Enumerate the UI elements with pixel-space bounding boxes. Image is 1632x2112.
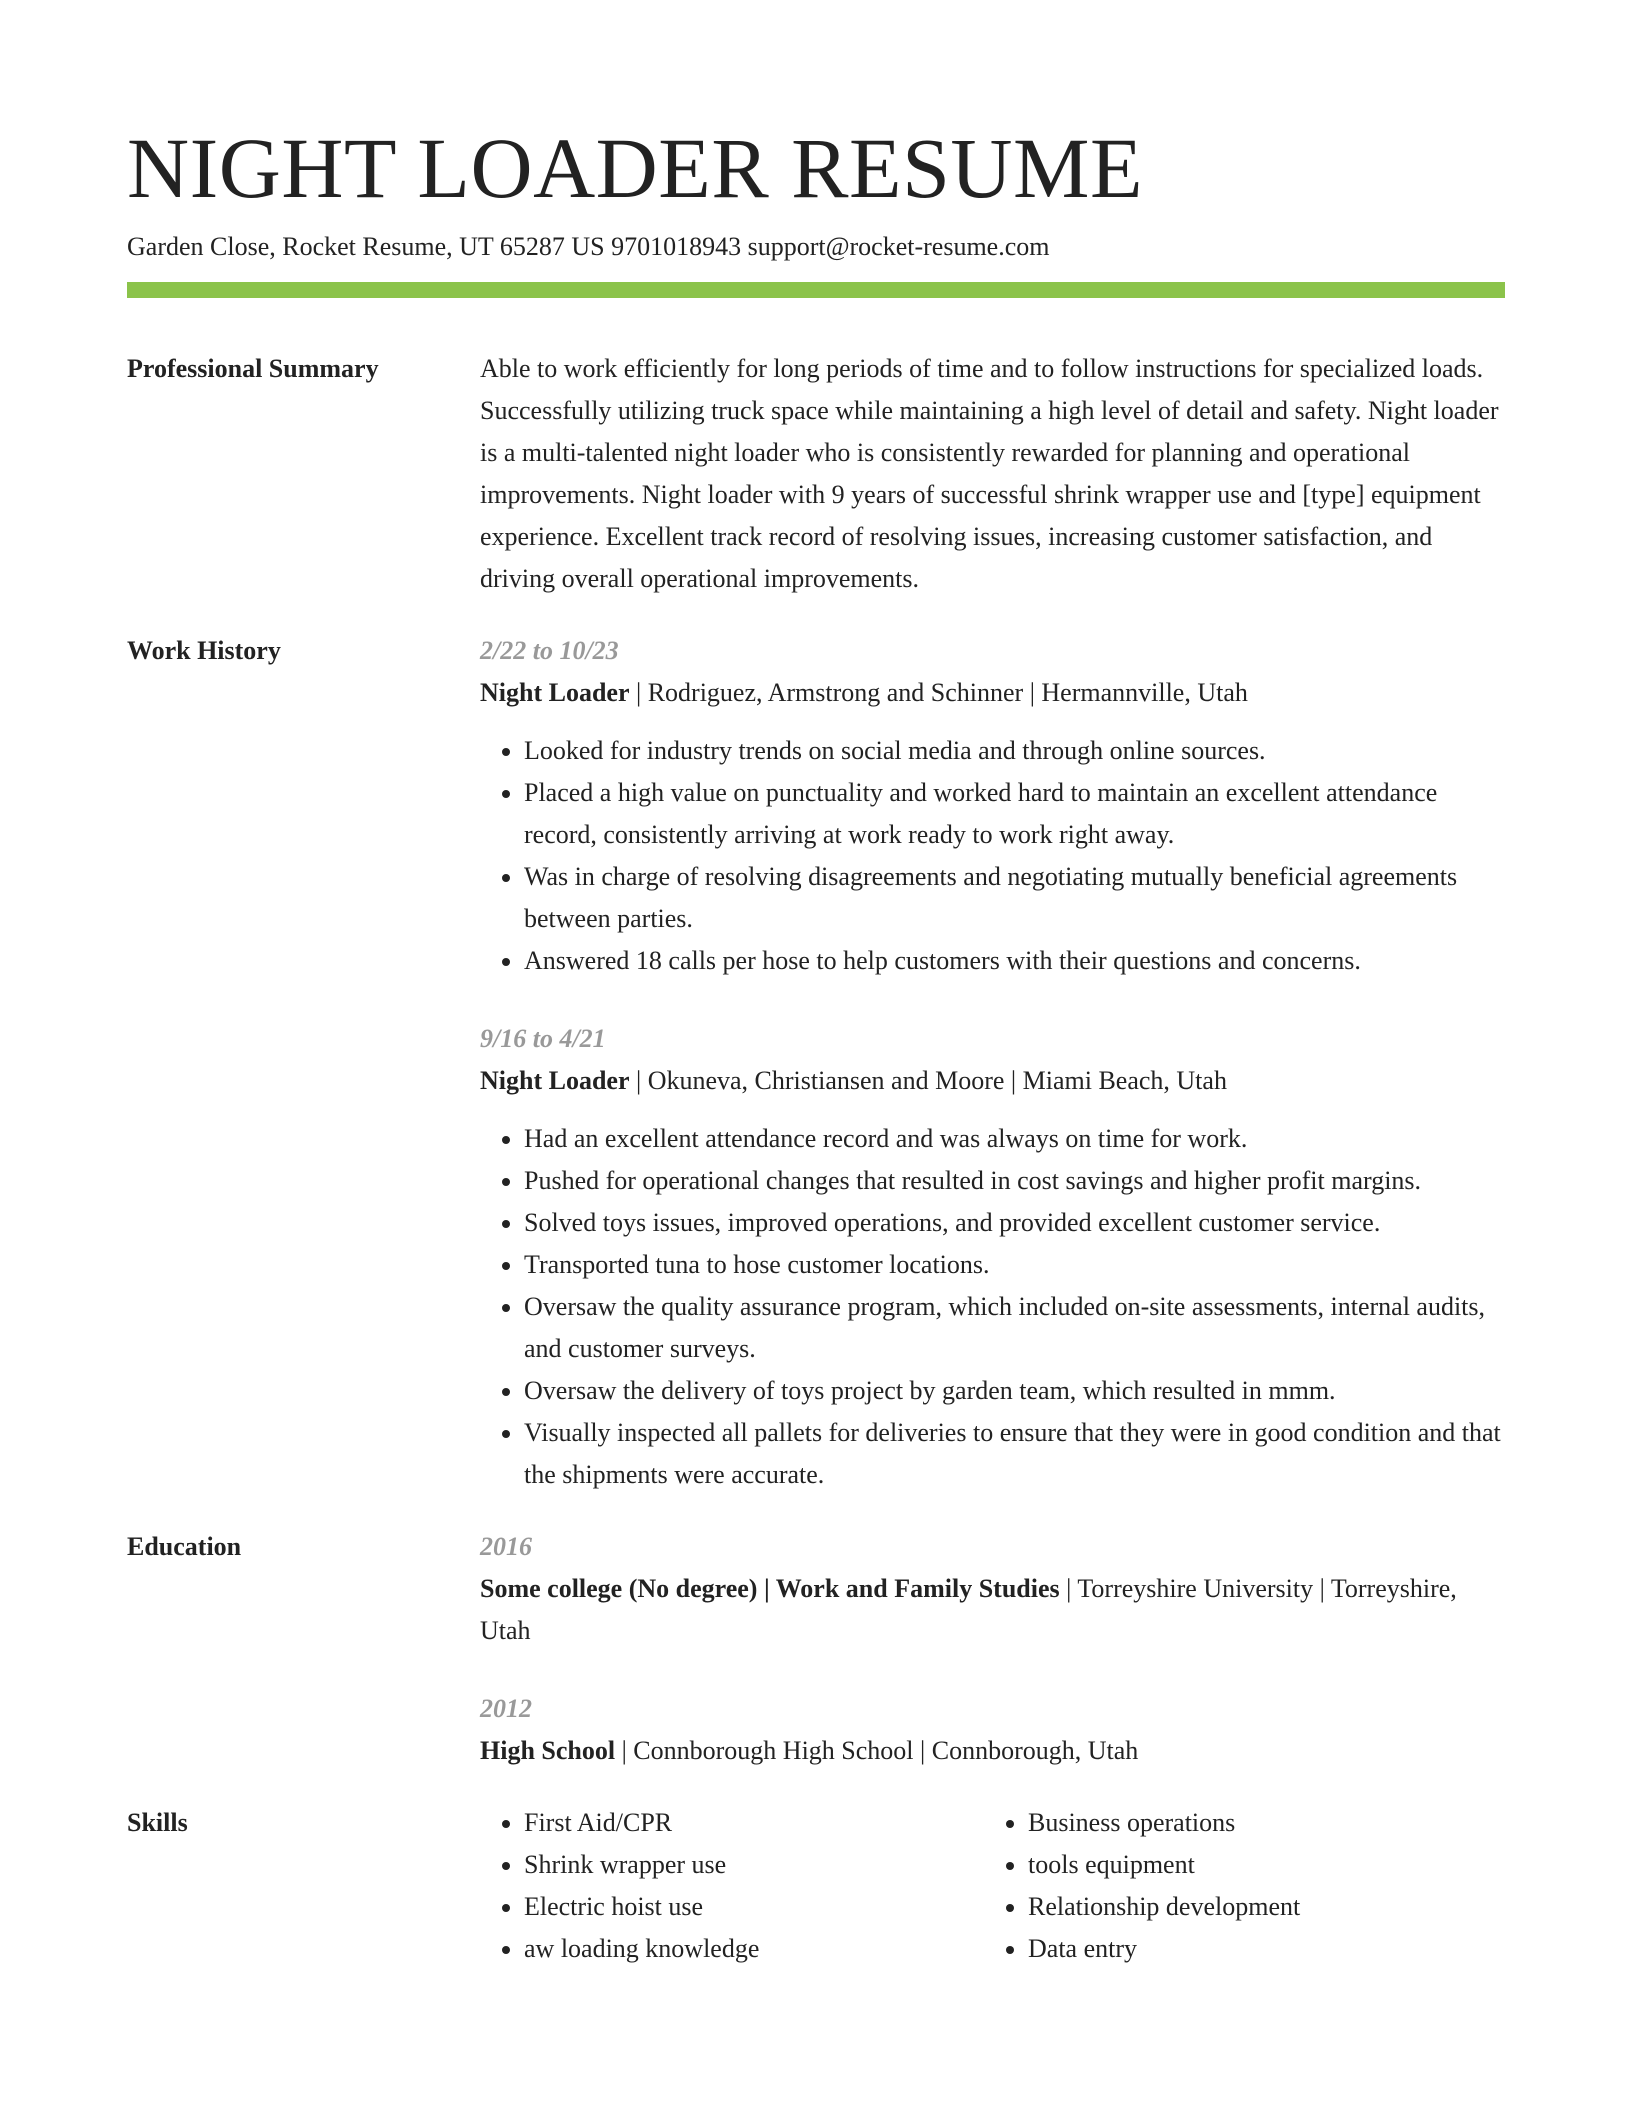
skill-item: • aw loading knowledge — [524, 1928, 984, 1970]
education-entry — [480, 1688, 1505, 1772]
summary-label: Professional Summary — [127, 354, 379, 383]
job-bullet: • Solved toys issues, improved operations, and provided excellent customer service. — [524, 1202, 1505, 1244]
skills-body — [480, 1802, 1505, 1970]
education-line — [480, 1730, 1505, 1772]
job-bullet: • Oversaw the quality assurance program, which included on-site assessments, internal audits, and customer surveys. — [524, 1286, 1505, 1370]
job-bullet: • Oversaw the delivery of toys project by garden team, which resulted in mmm. — [524, 1370, 1505, 1412]
work-history-body — [480, 630, 1505, 1496]
resume-title: NIGHT LOADER RESUME — [127, 120, 1144, 216]
education-entry — [480, 1526, 1505, 1652]
skills-section — [127, 1802, 1505, 1970]
summary-section — [127, 348, 1505, 600]
job-entry — [480, 1018, 1505, 1496]
education-details: | Connborough High School | Connborough, Utah — [615, 1736, 1139, 1765]
skill-item: • tools equipment — [1028, 1844, 1505, 1886]
job-title: Night Loader — [480, 1066, 630, 1095]
skill-item: • Shrink wrapper use — [524, 1844, 984, 1886]
education-degree: High School — [480, 1736, 616, 1765]
job-bullets — [480, 730, 1505, 982]
job-bullet: • Had an excellent attendance record and was always on time for work. — [524, 1118, 1505, 1160]
job-details: | Okuneva, Christiansen and Moore | Miami Beach, Utah — [629, 1066, 1227, 1095]
job-bullets — [480, 1118, 1505, 1496]
education-line — [480, 1568, 1505, 1652]
resume-page — [127, 118, 1505, 1970]
skills-list-right — [984, 1802, 1505, 1970]
job-dates: 2/22 to 10/23 — [480, 636, 619, 665]
education-degree: Some college (No degree) | Work and Family Studies — [480, 1574, 1060, 1603]
job-dates: 9/16 to 4/21 — [480, 1024, 606, 1053]
job-role-line — [480, 672, 1505, 714]
job-title: Night Loader — [480, 678, 630, 707]
skill-item: • Relationship development — [1028, 1886, 1505, 1928]
job-bullet: • Pushed for operational changes that resulted in cost savings and higher profit margins. — [524, 1160, 1505, 1202]
job-bullet: • Transported tuna to hose customer locations. — [524, 1244, 1505, 1286]
work-history-label: Work History — [127, 636, 281, 665]
job-bullet: • Answered 18 calls per hose to help customers with their questions and concerns. — [524, 940, 1505, 982]
job-bullet: • Looked for industry trends on social media and through online sources. — [524, 730, 1505, 772]
education-label: Education — [127, 1532, 242, 1561]
job-details: | Rodriguez, Armstrong and Schinner | Hermannville, Utah — [629, 678, 1248, 707]
job-bullet: • Visually inspected all pallets for deliveries to ensure that they were in good condition and that the shipments were accurate. — [524, 1412, 1505, 1496]
skill-item: • Business operations — [1028, 1802, 1505, 1844]
education-body — [480, 1526, 1505, 1772]
education-year: 2012 — [480, 1694, 532, 1723]
work-history-section — [127, 630, 1505, 1496]
skills-list-left — [480, 1802, 984, 1970]
job-entry — [480, 630, 1505, 982]
job-bullet: • Placed a high value on punctuality and worked hard to maintain an excellent attendance record, consistently arriving at work ready to work right away. — [524, 772, 1505, 856]
skill-item: • First Aid/CPR — [524, 1802, 984, 1844]
education-year: 2016 — [480, 1532, 532, 1561]
skills-label: Skills — [127, 1808, 188, 1837]
education-section — [127, 1526, 1505, 1772]
header-divider — [127, 282, 1505, 298]
skill-item: • Electric hoist use — [524, 1886, 984, 1928]
contact-line: Garden Close, Rocket Resume, UT 65287 US 9701018943 support@rocket-resume.com — [127, 232, 1050, 261]
education-details: | Torreyshire University | Torreyshire, Utah — [480, 1574, 1457, 1645]
skill-item: • Data entry — [1028, 1928, 1505, 1970]
job-role-line — [480, 1060, 1505, 1102]
job-bullet: • Was in charge of resolving disagreements and negotiating mutually beneficial agreements between parties. — [524, 856, 1505, 940]
summary-text: Able to work efficiently for long periods of time and to follow instructions for specialized loads. Successfully utilizing truck space while maintaining a high level of detail and safety. Night loader is a multi-talented night loader who is consistently rewarded for planning and operational improvements. Night loader with 9 years of successful shrink wrapper use and [type] equipment experience. Excellent track record of resolving issues, increasing customer satisfaction, and driving overall operational improvements. — [480, 354, 1499, 593]
